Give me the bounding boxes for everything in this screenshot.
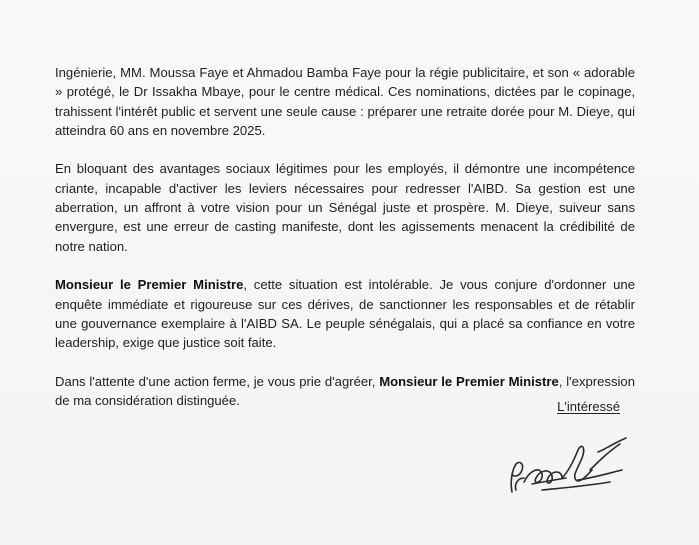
letter-paragraph — [55, 63, 635, 140]
bold-text-run: Monsieur le Premier Ministre — [379, 373, 559, 389]
text-run: pour la régie publicitaire, et son « adorable » protégé, le Dr Issakha Mbaye, pour le centre médical. Ces nominations, dictées par le copinage, trahissent l'intérêt public et servent une seule cause : préparer une retraite dorée pour M. Dieye, qui atteindra 60 ans en novembre 2025. — [55, 65, 635, 138]
text-run: En bloquant des avantages sociaux légitimes pour les employés, il démontre une incompétence criante, incapable d'activer les leviers nécessaires pour redresser l'AIBD. Sa gestion est une aberration, un affront à votre vision pour un Sénégal juste et prospère. M. Dieye, suiveur sans envergure, est une erreur de casting manifeste, dont les agissements menacent la crédibilité de notre nation. — [55, 161, 635, 254]
text-run: Ingénierie, — [55, 65, 121, 80]
text-run: MM. Moussa Faye et Ahmadou Bamba Faye — [120, 65, 382, 80]
text-run: Dans l'attente d'une action ferme, je vous prie d'agréer, — [55, 373, 380, 389]
letter-paragraph — [55, 275, 635, 352]
sign-off-label: L'intéressé — [557, 399, 620, 414]
letter-body — [55, 63, 635, 430]
letter-paragraph — [55, 372, 635, 411]
text-run: , l'expression de ma considération distinguée. — [55, 373, 635, 409]
bold-text-run: Monsieur le Premier Ministre — [55, 277, 244, 293]
handwritten-signature — [502, 430, 634, 502]
text-run: , cette situation est intolérable. Je vous conjure d'ordonner une enquête immédiate et rigoureuse sur ces dérives, de sanctionner les responsables et de rétablir une gouvernance exemplaire à l'AIBD SA. Le peuple sénégalais, qui a placé sa confiance en votre leadership, exige que justice soit faite. — [55, 277, 635, 351]
letter-paragraph — [55, 159, 635, 255]
